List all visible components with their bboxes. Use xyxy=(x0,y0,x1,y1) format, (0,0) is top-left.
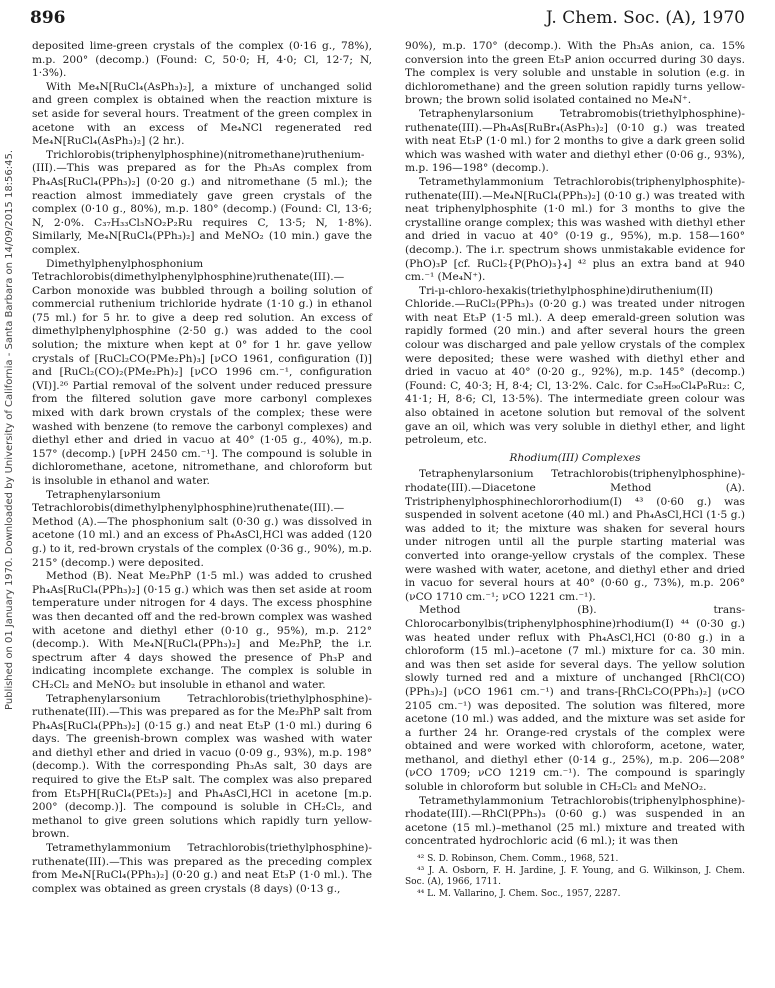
paragraph: Method (B). trans-Chlorocarbonylbis(triphenylphosphine)rhodium(I) ⁴⁴ (0·30 g.) was heated under reflux with Ph₄AsCl,HCl (0·80 g.) in a chloroform (15 ml.)–acetone (7 ml.) mixture for ca. 30 min. and was then set aside for several days. The yellow solution slowly turned red and a mixture of unchanged [RhCl(CO)(PPh₃)₂] (νCO 1961 cm.⁻¹) and trans-[RhCl₂CO(PPh₃)₂] (νCO 2105 cm.⁻¹) was deposited. The solution was filtered, more acetone (10 ml.) was added, and the mixture was set aside for a further 24 hr. Orange-red crystals of the complex were obtained and were worked with chloroform, acetone, water, methanol, and diethyl ether (0·14 g., 25%), m.p. 206—208° (νCO 1709; νCO 1219 cm.⁻¹). The compound is sparingly soluble in chloroform but soluble in CH₂Cl₂ and MeNO₂. xyxy=(405,604,745,794)
paragraph: deposited lime-green crystals of the complex (0·16 g., 78%), m.p. 200° (decomp.) (Found: C, 50·0; H, 4·0; Cl, 12·7; N, 1·3%). xyxy=(32,40,372,80)
paragraph: Tetraphenylarsonium Tetrachlorobis(dimethylphenylphosphine)ruthenate(III).—Method (A).—The phosphonium salt (0·30 g.) was dissolved in acetone (10 ml.) and an excess of Ph₄AsCl,HCl was added (120 g.) to it, red-brown crystals of the complex (0·36 g., 90%), m.p. 215° (decomp.) were deposited. xyxy=(32,488,372,569)
journal-header: J. Chem. Soc. (A), 1970 xyxy=(545,8,745,28)
footnote: ⁴² S. D. Robinson, Chem. Comm., 1968, 521. xyxy=(417,854,619,865)
paragraph: Tetramethylammonium Tetrachlorobis(triphenylphosphine)-rhodate(III).—RhCl(PPh₃)₃ (0·60 g.) was suspended in an acetone (15 ml.)–methanol (25 ml.) mixture and treated with concentrated hydrochloric acid (6 ml.); it was then xyxy=(405,794,745,848)
footnote: ⁴⁴ L. M. Vallarino, J. Chem. Soc., 1957, 2287. xyxy=(417,888,621,899)
paragraph: Tetraphenylarsonium Tetrachlorobis(triethylphosphine)-ruthenate(III).—This was prepared as for the Me₂PhP salt from Ph₄As[RuCl₄(PPh₃)₂] (0·15 g.) and neat Et₃P (1·0 ml.) during 6 days. The greenish-brown complex was washed with water and diethyl ether and dried in vacuo (0·09 g., 93%), m.p. 198° (decomp.). With the corresponding Ph₃As salt, 30 days are required to give the Et₃P salt. The complex was also prepared from Et₃PH[RuCl₄(PEt₃)₂] and Ph₄AsCl,HCl in acetone [m.p. 200° (decomp.)]. The compound is soluble in CH₂Cl₂, and methanol to give green solutions which rapidly turn yellow-brown. xyxy=(32,692,372,841)
paragraph: With Me₄N[RuCl₄(AsPh₃)₂], a mixture of unchanged solid and green complex is obtained when the reaction mixture is set aside for several hours. Treatment of the green complex in acetone with an excess of Me₄NCl regenerated red Me₄N[RuCl₄(AsPh₃)₂] (2 hr.). xyxy=(32,80,372,148)
paragraph: Tri-μ-chloro-hexakis(triethylphosphine)diruthenium(II) Chloride.—RuCl₂(PPh₃)₃ (0·20 g.) was treated under nitrogen with neat Et₃P (1·5 ml.). A deep emerald-green solution was rapidly formed (20 min.) and after several hours the green colour was discharged and pale yellow crystals of the complex were deposited; these were washed with diethyl ether and dried in vacuo at 40° (0·20 g., 92%), m.p. 145° (decomp.) (Found: C, 40·3; H, 8·4; Cl, 13·2%. Calc. for C₃₆H₉₀Cl₄P₆Ru₂: C, 41·1; H, 8·6; Cl, 13·5%). The intermediate green colour was also obtained in acetone solution but removal of the solvent gave an oil, which was very soluble in diethyl ether, and light petroleum, etc. xyxy=(405,284,745,447)
paragraph: Method (B). Neat Me₂PhP (1·5 ml.) was added to crushed Ph₄As[RuCl₄(PPh₃)₂] (0·15 g.) which was then set aside at room temperature under nitrogen for 4 days. The excess phosphine was then decanted off and the red-brown complex was washed with acetone and diethyl ether (0·10 g., 95%), m.p. 212° (decomp.). With Me₄N[RuCl₄(PPh₃)₂] and Me₂PhP, the i.r. spectrum after 4 days showed the presence of Ph₃P and indicating incomplete exchange. The complex is soluble in CH₂Cl₂ and MeNO₂ but insoluble in ethanol and water. xyxy=(32,570,372,691)
publication-side-note: Published on 01 January 1970. Downloaded by University of California - Santa Barbara on 14/09/2015 18:56:45. xyxy=(4,149,15,710)
footnotes xyxy=(405,854,745,900)
paragraph: Tetraphenylarsonium Tetrachlorobis(triphenylphosphine)-rhodate(III).—Diacetone Method (A). Tristriphenylphosphinechlororhodium(I) ⁴³ (0·60 g.) was suspended in solvent acetone (40 ml.) and Ph₄AsCl,HCl (1·5 g.) was added to it; the mixture was shaken for several hours under nitrogen until all the purple starting material was converted into orange-yellow crystals of the complex. These were washed with water, acetone, and diethyl ether and dried in vacuo for several hours at 40° (0·60 g., 73%), m.p. 206° (νCO 1710 cm.⁻¹; νCO 1221 cm.⁻¹). xyxy=(405,468,745,603)
section-heading: Rhodium(III) Complexes xyxy=(509,451,641,464)
left-column xyxy=(32,40,372,896)
right-column xyxy=(405,40,745,900)
paragraph: Tetramethylammonium Tetrachlorobis(triphenylphosphite)-ruthenate(III).—Me₄N[RuCl₄(PPh₃)₂] (0·10 g.) was treated with neat triphenylphosphite (1·0 ml.) for 3 months to give the crystalline orange complex; this was washed with diethyl ether and dried in vacuo at 40° (0·19 g., 95%), m.p. 158—160° (decomp.). The i.r. spectrum shows unmistakable evidence for (PhO)₃P [cf. RuCl₂{P(PhO)₃}₄] ⁴² plus an extra band at 940 cm.⁻¹ (Me₄N⁺). xyxy=(405,175,745,284)
paragraph: Tetramethylammonium Tetrachlorobis(triethylphosphine)-ruthenate(III).—This was prepared as the preceding complex from Me₄N[RuCl₄(PPh₃)₂] (0·20 g.) and neat Et₃P (1·0 ml.). The complex was obtained as green crystals (8 days) (0·13 g., xyxy=(32,842,372,895)
paragraph: 90%), m.p. 170° (decomp.). With the Ph₃As anion, ca. 15% conversion into the green Et₃P anion occurred during 30 days. The complex is very soluble and unstable in solution (e.g. in dichloromethane) and the green solution rapidly turns yellow-brown; the brown solid isolated contained no Me₄N⁺. xyxy=(405,40,745,107)
page-number: 896 xyxy=(30,8,66,28)
paragraph: Dimethylphenylphosphonium Tetrachlorobis(dimethylphenylphosphine)ruthenate(III).—Carbon monoxide was bubbled through a boiling solution of commercial ruthenium trichloride hydrate (1·10 g.) in ethanol (75 ml.) for 5 hr. to give a deep red solution. An excess of dimethylphenylphosphine (2·50 g.) was added to the cool solution; the mixture when kept at 0° for 1 hr. gave yellow crystals of [RuCl₂CO(PMe₂Ph)₃] [νCO 1961, configuration (I)] and [RuCl₂(CO)₂(PMe₂Ph)₂] [νCO 1996 cm.⁻¹, configuration (VI)].²⁶ Partial removal of the solvent under reduced pressure from the filtered solution gave more carbonyl complexes mixed with dark brown crystals of the complex; these were washed with benzene (to remove the carbonyl complexes) and diethyl ether and dried in vacuo at 40° (1·05 g., 40%), m.p. 157° (decomp.) [νPH 2450 cm.⁻¹]. The compound is soluble in dichloromethane, acetone, nitromethane, and chloroform but is insoluble in ethanol and water. xyxy=(32,257,372,487)
paragraph: Trichlorobis(triphenylphosphine)(nitromethane)ruthenium-(III).—This was prepared as for the Ph₃As complex from Ph₄As[RuCl₄(PPh₃)₂] (0·20 g.) and nitromethane (5 ml.); the reaction almost immediately gave green crystals of the complex (0·10 g., 80%), m.p. 180° (decomp.) (Found: Cl, 13·6; N, 2·0%. C₃₇H₃₃Cl₃NO₂P₂Ru requires C, 13·5; N, 1·8%). Similarly, Me₄N[RuCl₄(PPh₃)₂] and MeNO₂ (10 min.) gave the complex. xyxy=(32,148,372,256)
footnote: ⁴³ J. A. Osborn, F. H. Jardine, J. F. Young, and G. Wilkinson, J. Chem. Soc. (A), 1966, 1711. xyxy=(405,865,745,888)
paragraph: Tetraphenylarsonium Tetrabromobis(triethylphosphine)-ruthenate(III).—Ph₄As[RuBr₄(AsPh₃)₂] (0·10 g.) was treated with neat Et₃P (1·0 ml.) for 2 months to give a dark green solid which was washed with water and diethyl ether (0·06 g., 93%), m.p. 196—198° (decomp.). xyxy=(405,107,745,175)
